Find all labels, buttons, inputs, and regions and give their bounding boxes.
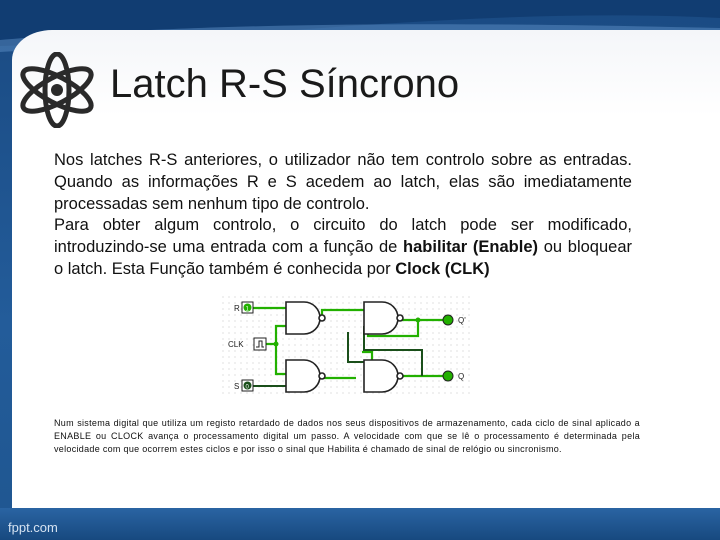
slide-title: Latch R-S Síncrono (110, 62, 460, 106)
footnote-text: Num sistema digital que utiliza um registo retardado de dados nos seus dispositivos de armazenamento, cada ciclo de sinal aplicado a ENABLE ou CLOCK avança o processamento digital um passo. A velocidade com que se lê o processamento é determinada pela velocidade com que ocorrem estes ciclos e por isso o sinal que Habilita é chamado de sinal de relógio ou sincronismo. (54, 418, 640, 455)
input-pin-s-label: S (234, 382, 240, 391)
nand-gate-1-bubble (319, 315, 325, 321)
output-q-prime-label: Q' (458, 316, 466, 325)
body-text (54, 150, 632, 281)
input-pin-r-value: 1 (245, 306, 249, 313)
output-q-label: Q (458, 372, 465, 381)
nand-gate-2 (286, 360, 320, 392)
input-pin-r[interactable] (234, 302, 253, 313)
paragraph-2-bold-clock: Clock (CLK) (395, 259, 490, 278)
paragraph-2 (54, 215, 632, 280)
paragraph-2-text-b: ou bloquear o latch. Esta Função também é conhecida por (54, 238, 632, 278)
footer-brand[interactable]: fppt.com (8, 520, 58, 535)
latch-circuit-diagram (222, 296, 474, 398)
nand-gate-4-bubble (397, 373, 403, 379)
paragraph-1: Nos latches R-S anteriores, o utilizador não tem controlo sobre as entradas. Quando as informações R e S acedem ao latch, elas são imediatamente processadas sem nenhum tipo de controlo. (54, 151, 632, 213)
paragraph-2-text-a: Para obter algum controlo, o circuito do latch pode ser modificado, introduzindo-se uma entrada com a função de (54, 216, 632, 257)
input-pin-s-value: 0 (245, 384, 249, 391)
nand-gate-2-bubble (319, 373, 325, 379)
paragraph-2-bold-enable: habilitar (Enable) (403, 238, 539, 257)
nand-gate-3-bubble (397, 315, 403, 321)
nand-gate-3 (364, 302, 398, 334)
input-pin-clk-label: CLK (228, 340, 244, 349)
nand-gate-1 (286, 302, 320, 334)
input-pin-s[interactable] (234, 380, 253, 391)
junction-dot (416, 318, 421, 323)
atom-icon (14, 52, 100, 128)
input-pin-r-label: R (234, 304, 240, 313)
junction-dot (274, 342, 279, 347)
footer-bar (0, 508, 720, 540)
nand-gate-4 (364, 360, 398, 392)
